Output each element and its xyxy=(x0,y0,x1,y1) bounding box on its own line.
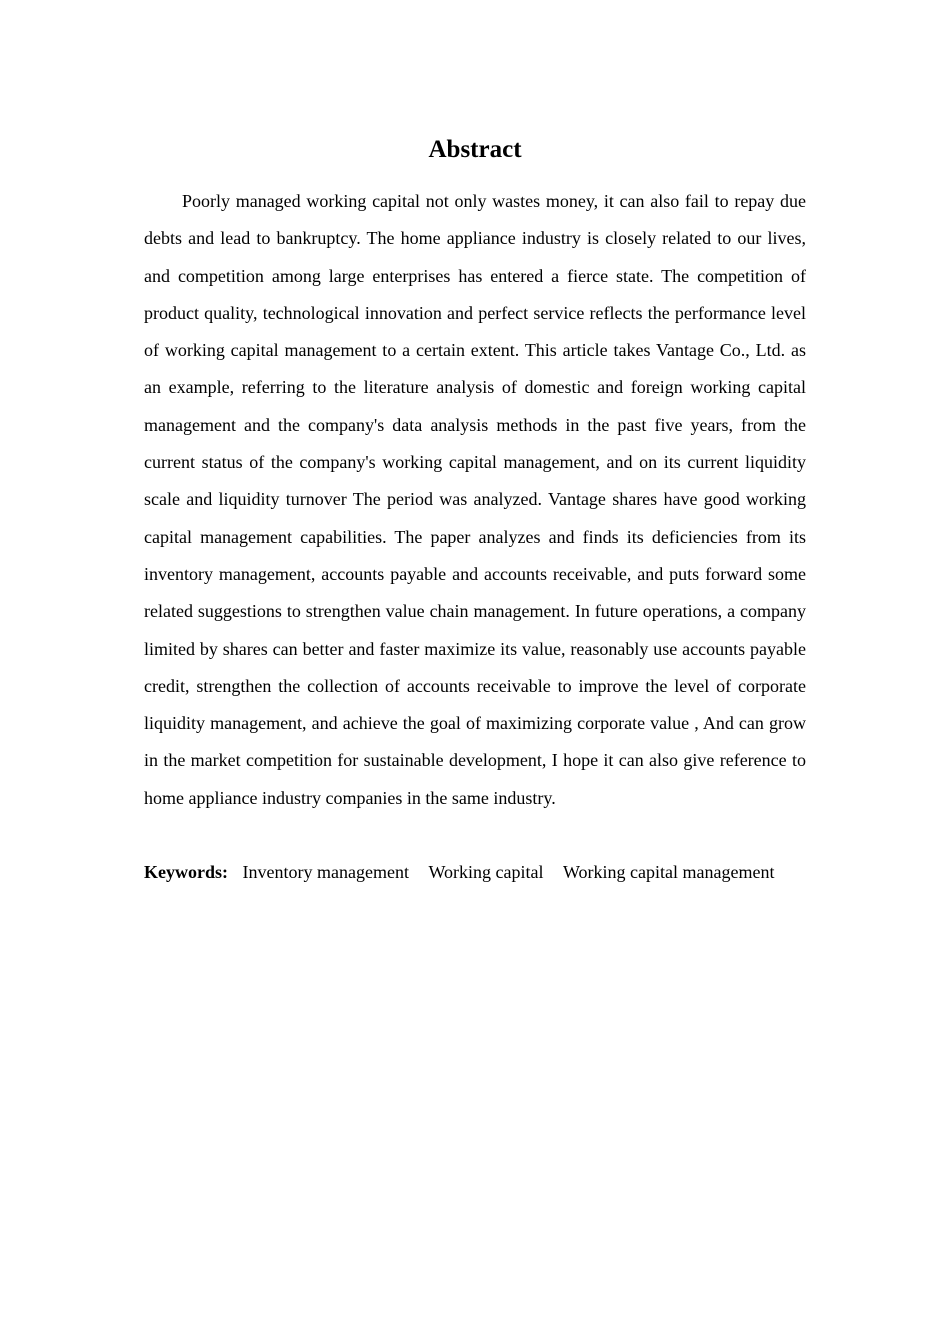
keywords-line xyxy=(144,855,844,889)
abstract-body: Poorly managed working capital not only wastes money, it can also fail to repay due debts and lead to bankruptcy. The home appliance industry is closely related to our lives, and competition among large enterprises has entered a fierce state. The competition of product quality, technological innovation and perfect service reflects the performance level of working capital management to a certain extent. This article takes Vantage Co., Ltd. as an example, referring to the literature analysis of domestic and foreign working capital management and the company's data analysis methods in the past five years, from the current status of the company's working capital management, and on its current liquidity scale and liquidity turnover The period was analyzed. Vantage shares have good working capital management capabilities. The paper analyzes and finds its deficiencies from its inventory management, accounts payable and accounts receivable, and puts forward some related suggestions to strengthen value chain management. In future operations, a company limited by shares can better and faster maximize its value, reasonably use accounts payable credit, strengthen the collection of accounts receivable to improve the level of corporate liquidity management, and achieve the goal of maximizing corporate value , And can grow in the market competition for sustainable development, I hope it can also give reference to home appliance industry companies in the same industry. xyxy=(144,191,806,808)
keyword-item: Working capital xyxy=(428,862,544,882)
keywords-label: Keywords: xyxy=(144,862,228,882)
keyword-item: Working capital management xyxy=(562,862,775,882)
keyword-item: Inventory management xyxy=(242,862,409,882)
abstract-title: Abstract xyxy=(428,136,522,163)
